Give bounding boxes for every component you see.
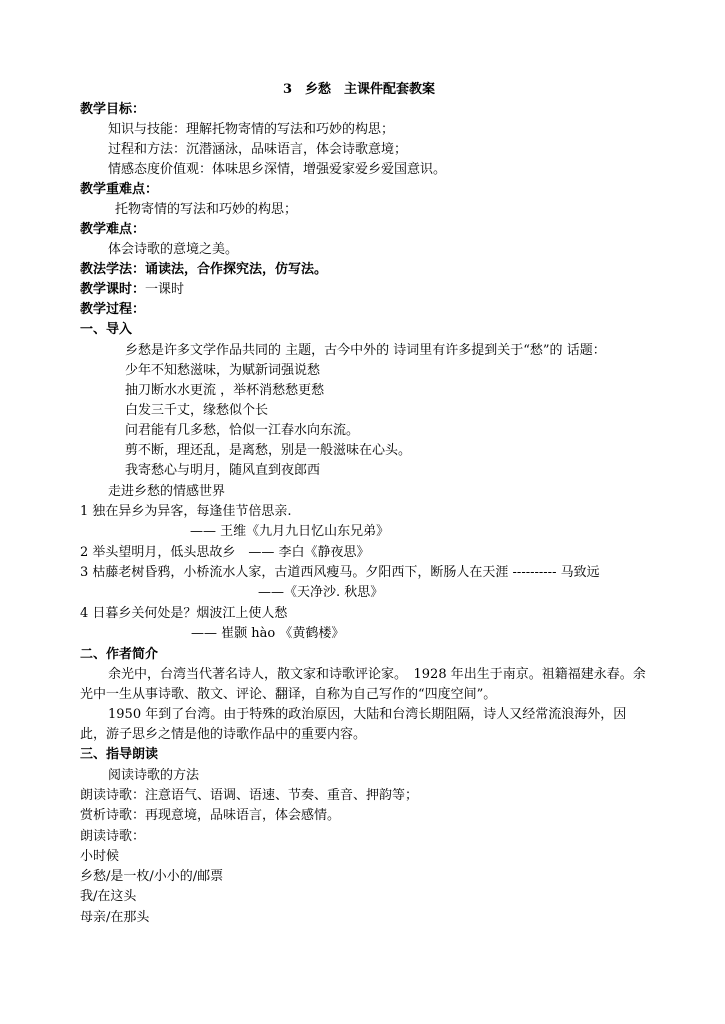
author-paragraph-2: 1950 年到了台湾。由于特殊的政治原因，大陆和台湾长期阻隔，诗人又经常流浪海外，因此，游子思乡之情是他的诗歌作品中的重要内容。: [80, 707, 627, 742]
reading-method: 阅读诗歌的方法: [108, 768, 200, 783]
reading-read: 朗读诗歌：注意语气、语调、语速、节奏、重音、押韵等；: [80, 788, 419, 803]
intro-heading: 一、导入: [80, 322, 133, 337]
reading-heading: 三、指导朗读: [80, 747, 159, 762]
process-heading: 教学过程：: [80, 302, 146, 317]
difficulty-text: 体会诗歌的意境之美。: [108, 242, 239, 257]
poem-3: 3 枯藤老树昏鸦，小桥流水人家，古道西风瘦马。夕阳西下，断肠人在天涯 ---------- 马致远: [80, 565, 600, 580]
poem-4-source: —— 崔颢 hào 《黄鹤楼》: [191, 626, 345, 641]
poem-line: 母亲/在那头: [80, 910, 150, 925]
poem-1: 1 独在异乡为异客，每逢佳节倍思亲.: [80, 504, 292, 519]
poem-4: 4 日暮乡关何处是？烟波江上使人愁: [80, 606, 288, 621]
key-points-heading: 教学重难点：: [80, 182, 159, 197]
reading-appreciate: 赏析诗歌：再现意境，品味语言，体会感情。: [80, 808, 341, 823]
methods-line: 教法学法：诵读法，合作探究法，仿写法。: [80, 262, 328, 277]
intro-line: 抽刀断水水更流 ，举杯消愁愁更愁: [125, 383, 325, 398]
intro-line: 白发三千丈，缘愁似个长: [125, 403, 269, 418]
intro-line: 我寄愁心与明月，随风直到夜郎西: [125, 463, 321, 478]
goals-heading: 教学目标：: [80, 102, 146, 117]
hours-line: [80, 280, 184, 300]
poem-line: 我/在这头: [80, 889, 137, 904]
difficulty-heading: 教学难点：: [80, 222, 146, 237]
poem-line: 乡愁/是一枚/小小的/邮票: [80, 869, 224, 884]
intro-line: 问君能有几多愁，恰似一江春水向东流。: [125, 423, 360, 438]
page-title: 3 乡愁 主课件配套教案: [283, 82, 436, 97]
goal-process: 过程和方法：沉潜涵泳，品味语言，体会诗歌意境；: [108, 142, 408, 157]
poem-3-source: ——《天净沙. 秋思》: [258, 585, 384, 600]
intro-line: 剪不断，理还乱，是离愁，别是一般滋味在心头。: [125, 443, 412, 458]
poem-2: 2 举头望明月，低头思故乡 —— 李白《静夜思》: [80, 545, 370, 560]
author-paragraph-1: 余光中，台湾当代著名诗人，散文家和诗歌评论家。 1928 年出生于南京。祖籍福建永春。余光中一生从事诗歌、散文、评论、翻译，自称为自己写作的“四度空间”。: [80, 667, 646, 702]
author-heading: 二、作者简介: [80, 647, 159, 662]
intro-enter: 走进乡愁的情感世界: [108, 484, 226, 499]
hours-value: 一课时: [145, 282, 185, 297]
reading-recite: 朗读诗歌：: [80, 829, 146, 844]
poem-1-source: —— 王维《九月九日忆山东兄弟》: [190, 524, 390, 539]
goal-knowledge: 知识与技能：理解托物寄情的写法和巧妙的构思；: [108, 122, 395, 137]
intro-line: 少年不知愁滋味，为赋新词强说愁: [125, 363, 321, 378]
key-points-text: 托物寄情的写法和巧妙的构思；: [115, 202, 298, 217]
goal-emotion: 情感态度价值观：体味思乡深情，增强爱家爱乡爱国意识。: [108, 162, 447, 177]
intro-lead: 乡愁是许多文学作品共同的 主题，古今中外的 诗词里有许多提到关于“愁”的 话题：: [125, 343, 606, 358]
hours-label: 教学课时：: [80, 282, 146, 297]
poem-line: 小时候: [80, 849, 120, 864]
